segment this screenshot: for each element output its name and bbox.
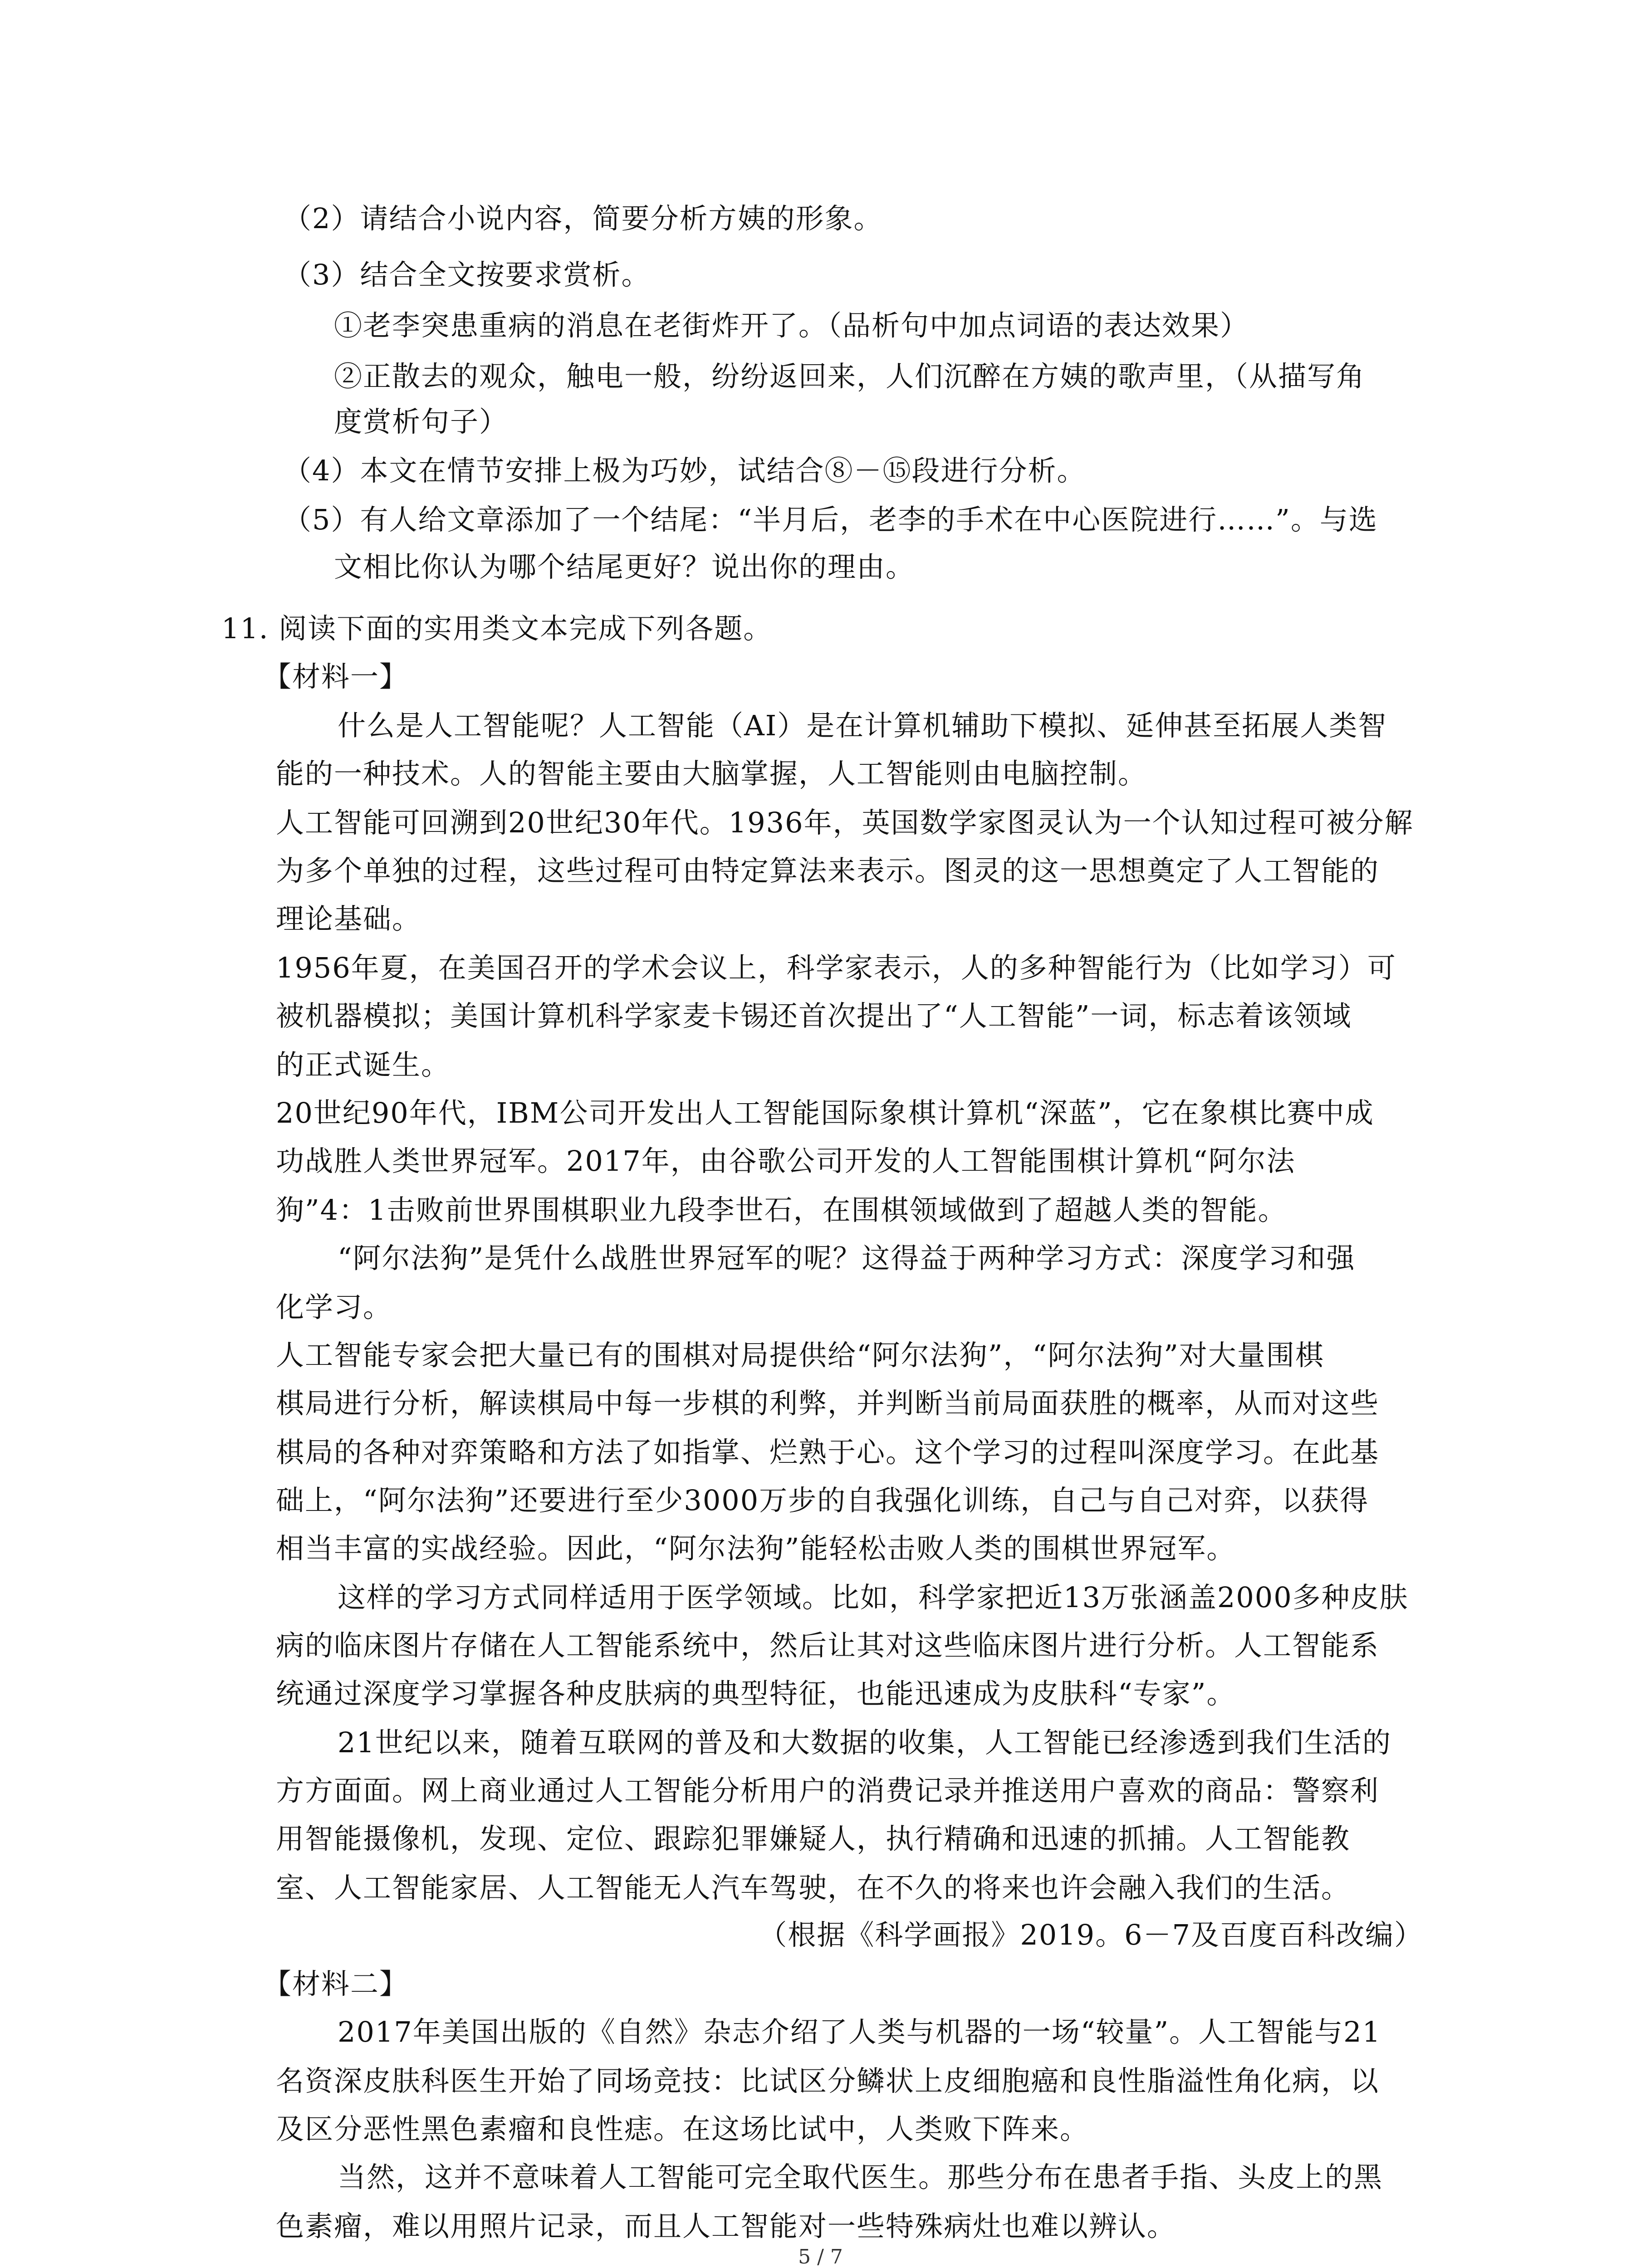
material-2-line: 及区分恶性黑色素瘤和良性痣。在这场比试中，人类败下阵来。 (276, 2112, 1089, 2146)
material-1-line: 为多个单独的过程，这些过程可由特定算法来表示。图灵的这一思想奠定了人工智能的 (276, 854, 1380, 887)
material-1-line: 被机器模拟；美国计算机科学家麦卡锡还首次提出了“人工智能”一词，标志着该领域 (276, 999, 1352, 1032)
material-1-line: 人工智能可回溯到20世纪30年代。1936年，英国数学家图灵认为一个认知过程可被分解 (276, 806, 1414, 839)
material-1-line: 1956年夏，在美国召开的学术会议上，科学家表示，人的多种智能行为（比如学习）可 (276, 951, 1396, 984)
q10-item-4: （4）本文在情节安排上极为巧妙，试结合⑧－⑮段进行分析。 (283, 454, 1086, 487)
material-1-line: 化学习。 (276, 1290, 392, 1324)
material-1-line: 的正式诞生。 (276, 1048, 451, 1081)
material-2-line: 名资深皮肤科医生开始了同场竞技：比试区分鳞状上皮细胞癌和良性脂溢性角化病，以 (276, 2064, 1380, 2097)
material-1-line: “阿尔法狗”是凭什么战胜世界冠军的呢？这得益于两种学习方式：深度学习和强 (338, 1242, 1356, 1275)
material-2-line: 当然，这并不意味着人工智能可完全取代医生。那些分布在患者手指、头皮上的黑 (338, 2160, 1383, 2194)
material-1-line: 方方面面。网上商业通过人工智能分析用户的消费记录并推送用户喜欢的商品：警察利 (276, 1774, 1380, 1807)
q10-item-3-sub-1: ①老李突患重病的消息在老街炸开了。（品析句中加点词语的表达效果） (334, 309, 1249, 342)
material-2-heading: 【材料二】 (263, 1967, 409, 2000)
material-1-line: 统通过深度学习掌握各种皮肤病的典型特征，也能迅速成为皮肤科“专家”。 (276, 1677, 1236, 1710)
q10-item-2: （2）请结合小说内容，简要分析方姨的形象。 (283, 202, 883, 235)
q11-title: 11. 阅读下面的实用类文本完成下列各题。 (221, 612, 773, 645)
material-1-line: 相当丰富的实战经验。因此，“阿尔法狗”能轻松击败人类的围棋世界冠军。 (276, 1532, 1236, 1565)
q10-item-5-cont: 文相比你认为哪个结尾更好？说出你的理由。 (334, 550, 915, 583)
material-1-line: 21世纪以来，随着互联网的普及和大数据的收集，人工智能已经渗透到我们生活的 (338, 1726, 1391, 1759)
material-1-line: 理论基础。 (276, 902, 421, 935)
material-1-line: 人工智能专家会把大量已有的围棋对局提供给“阿尔法狗”，“阿尔法狗”对大量围棋 (276, 1339, 1324, 1372)
material-2-line: 2017年美国出版的《自然》杂志介绍了人类与机器的一场“较量”。人工智能与21 (338, 2015, 1381, 2048)
material-2-line: 色素瘤，难以用照片记录，而且人工智能对一些特殊病灶也难以辨认。 (276, 2209, 1176, 2243)
material-1-line: 础上，“阿尔法狗”还要进行至少3000万步的自我强化训练，自己与自己对弈，以获得 (276, 1484, 1369, 1517)
material-1-line: 狗”4：1击败前世界围棋职业九段李世石，在围棋领域做到了超越人类的智能。 (276, 1193, 1287, 1227)
material-1-line: 室、人工智能家居、人工智能无人汽车驾驶，在不久的将来也许会融入我们的生活。 (276, 1871, 1351, 1904)
material-1-line: 什么是人工智能呢？人工智能（AI）是在计算机辅助下模拟、延伸甚至拓展人类智 (338, 709, 1387, 742)
material-1-line: 病的临床图片存储在人工智能系统中，然后让其对这些临床图片进行分析。人工智能系 (276, 1629, 1380, 1662)
material-1-line: 棋局进行分析，解读棋局中每一步棋的利弊，并判断当前局面获胜的概率，从而对这些 (276, 1387, 1380, 1420)
q10-item-3-sub-2-cont: 度赏析句子） (334, 405, 509, 438)
material-1-line: 这样的学习方式同样适用于医学领域。比如，科学家把近13万张涵盖2000多种皮肤 (338, 1581, 1409, 1614)
material-1-line: 棋局的各种对弈策略和方法了如指掌、烂熟于心。这个学习的过程叫深度学习。在此基 (276, 1436, 1380, 1469)
q10-item-5: （5）有人给文章添加了一个结尾：“半月后，老李的手术在中心医院进行……”。与选 (283, 503, 1378, 536)
material-1-source: （根据《科学画报》2019。6－7及百度百科改编） (759, 1918, 1423, 1951)
q10-item-3: （3）结合全文按要求赏析。 (283, 258, 651, 291)
material-1-line: 能的一种技术。人的智能主要由大脑掌握，人工智能则由电脑控制。 (276, 757, 1147, 790)
material-1-heading: 【材料一】 (263, 660, 409, 693)
page-number: 5 / 7 (798, 2245, 843, 2268)
material-1-line: 用智能摄像机，发现、定位、跟踪犯罪嫌疑人，执行精确和迅速的抓捕。人工智能教 (276, 1822, 1351, 1855)
material-1-line: 20世纪90年代，IBM公司开发出人工智能国际象棋计算机“深蓝”，它在象棋比赛中成 (276, 1096, 1374, 1129)
q10-item-3-sub-2: ②正散去的观众，触电一般，纷纷返回来，人们沉醉在方姨的歌声里，（从描写角 (334, 360, 1366, 393)
material-1-line: 功战胜人类世界冠军。2017年，由谷歌公司开发的人工智能围棋计算机“阿尔法 (276, 1144, 1296, 1178)
